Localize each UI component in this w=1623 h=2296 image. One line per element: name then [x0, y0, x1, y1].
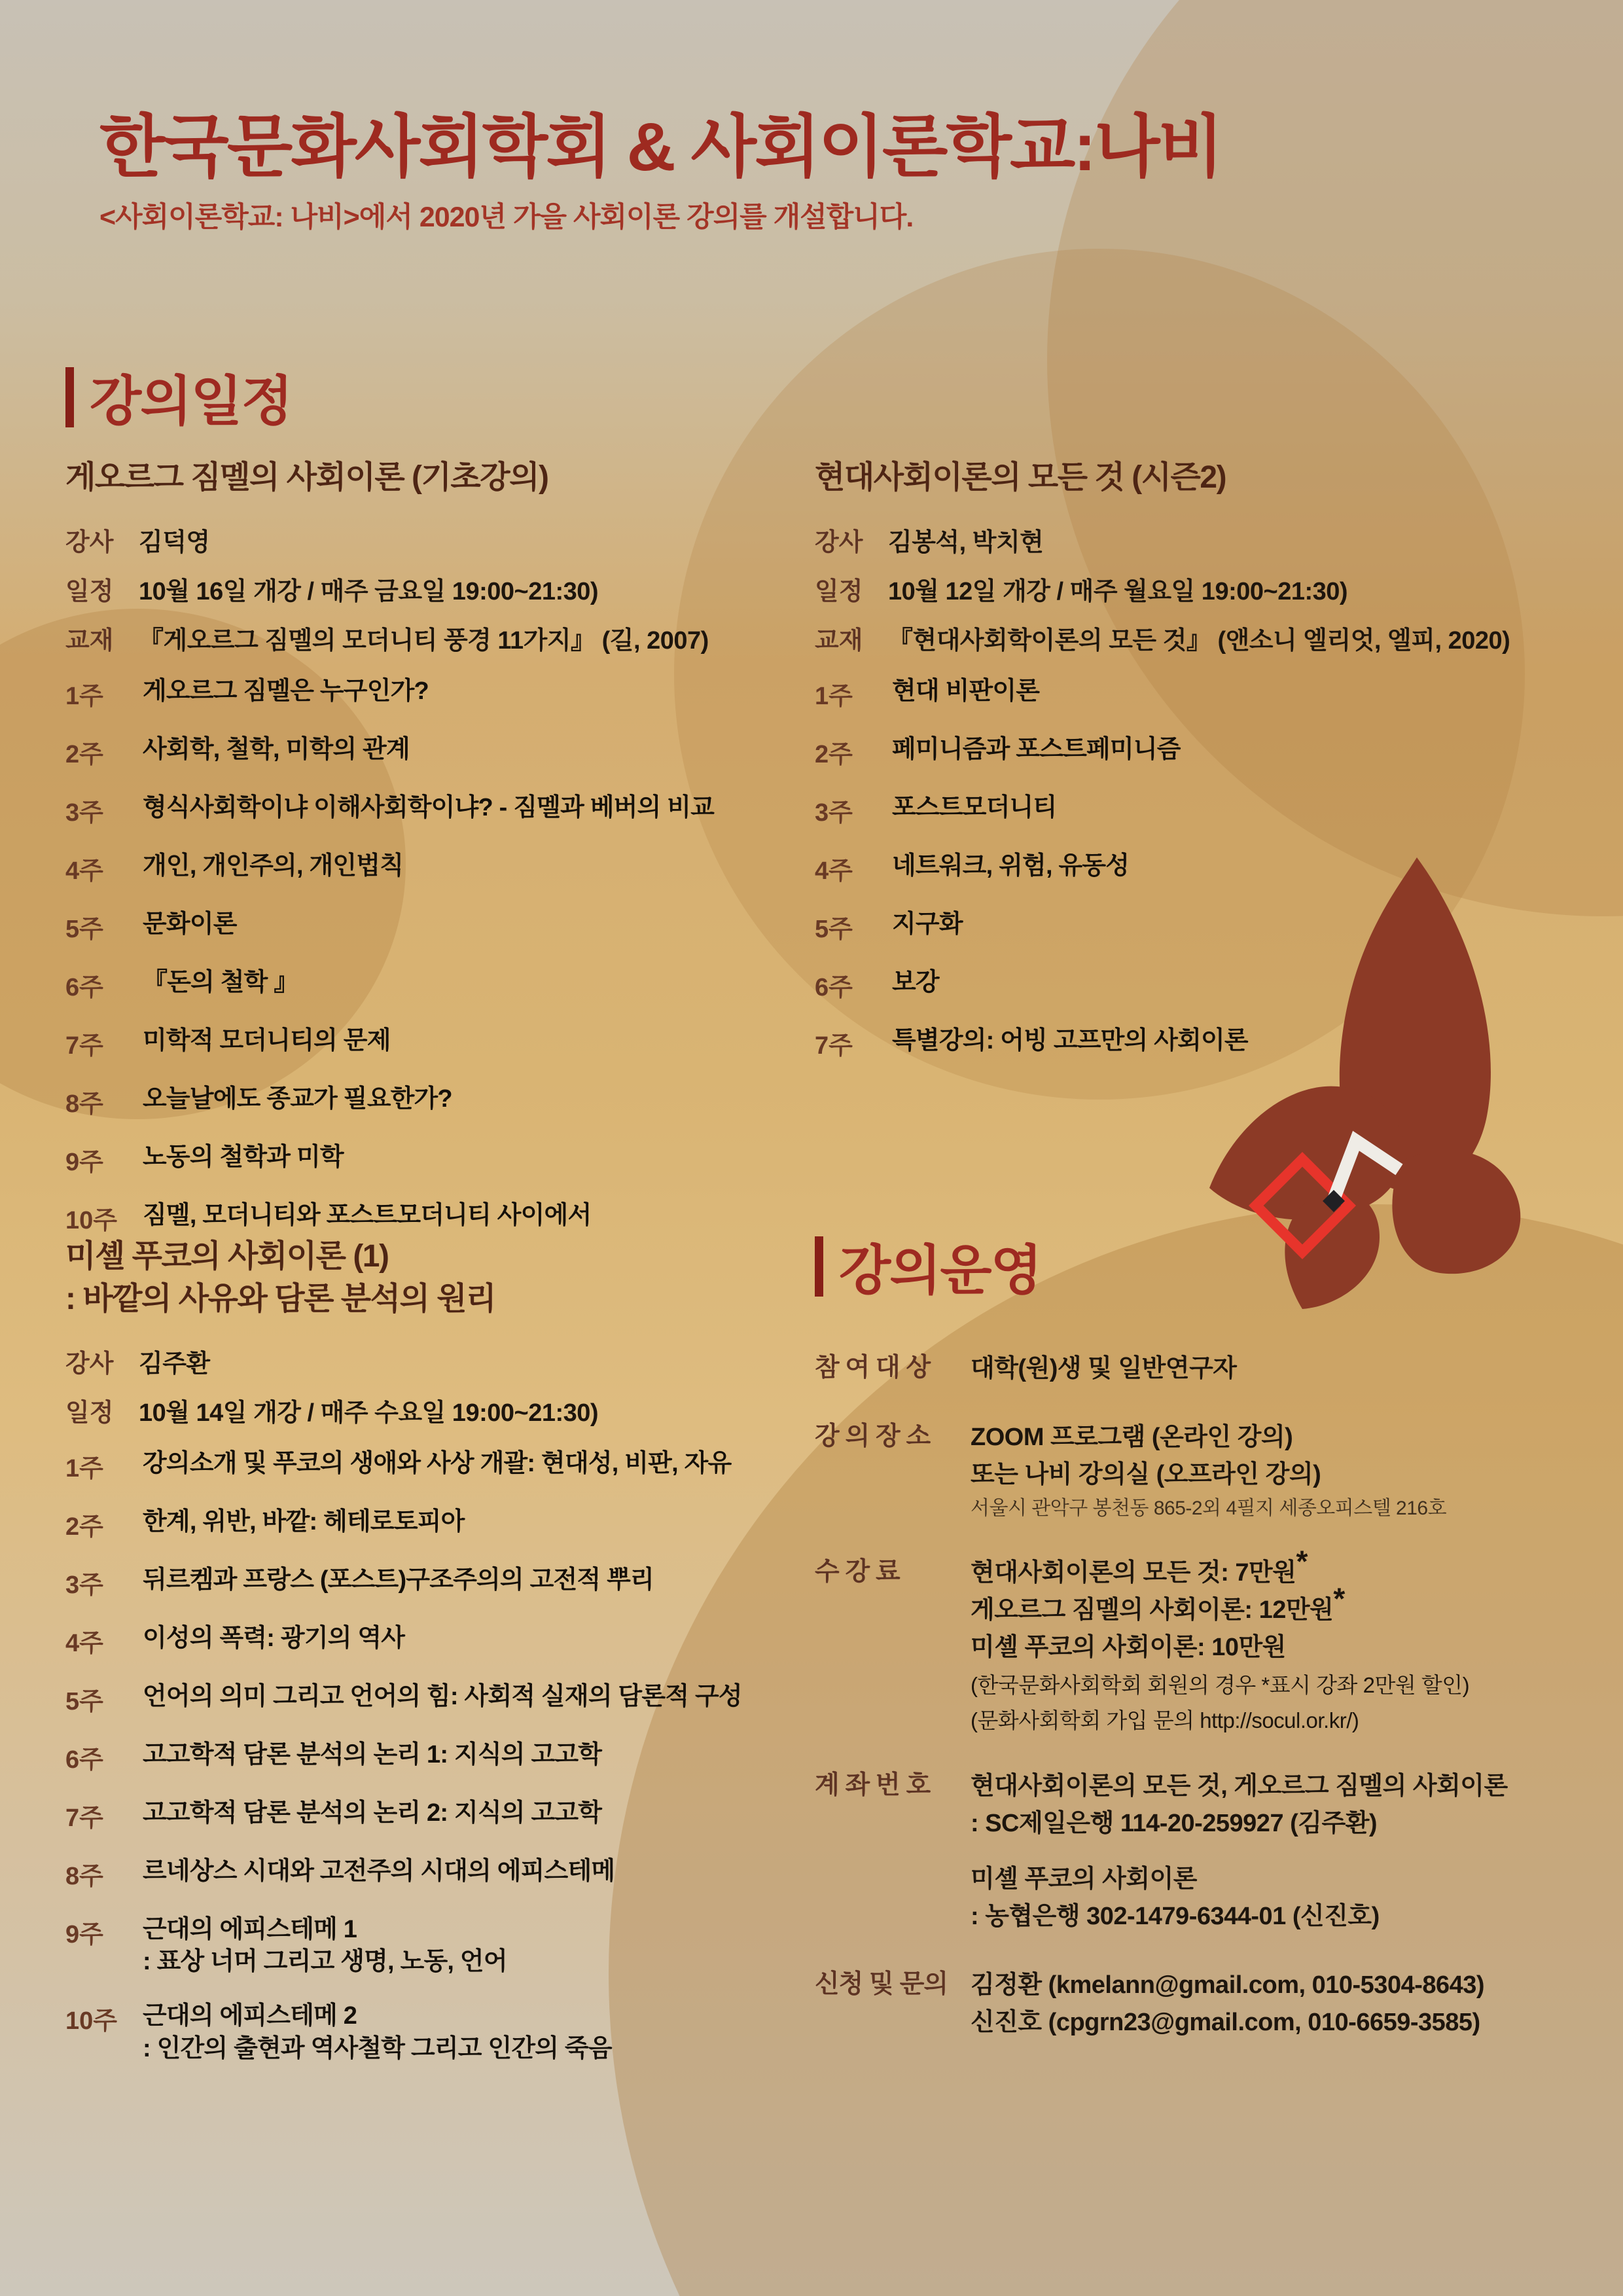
week-topic: 문화이론: [143, 910, 237, 938]
info-value: [888, 620, 1510, 656]
week-topic: 고고학적 담론 분석의 논리 1: 지식의 고고학: [143, 1740, 602, 1768]
week-row: [815, 734, 1623, 770]
week-number: 9주: [65, 1148, 103, 1176]
week-topic-line1: 근대의 에피스테메 1: [143, 1915, 357, 1943]
title-block: [99, 110, 1222, 235]
course-foucault: [65, 1236, 812, 2087]
butterfly-icon: [1204, 848, 1531, 1319]
week-row: [65, 1739, 812, 1775]
week-number: 2주: [65, 740, 103, 768]
week-topic: 현대 비판이론: [892, 677, 1040, 705]
op-value: 또는 나비 강의실 (오프라인 강의): [971, 1461, 1321, 1488]
venue-address: 서울시 관악구 봉천동 865-2외 4필지 세종오피스텔 216호: [971, 1498, 1447, 1519]
week-number: 6주: [815, 973, 853, 1001]
week-row: [65, 1797, 812, 1833]
fee-text: 현대사회이론의 모든 것: 7만원: [971, 1559, 1296, 1587]
week-topic: 한계, 위반, 바깥: 헤테로토피아: [143, 1507, 465, 1535]
info-label: 교재: [815, 626, 863, 655]
fee-line: 미셸 푸코의 사회이론: 10만원: [971, 1634, 1286, 1661]
week-number: 8주: [65, 1862, 103, 1890]
poster-title: 한국문화사회학회 & 사회이론학교:나비: [99, 109, 1222, 185]
week-row: [65, 792, 812, 828]
week-number: 5주: [65, 915, 103, 943]
op-label: 신청 및 문의: [815, 1970, 948, 1998]
week-row: [65, 1083, 812, 1119]
discount-asterisk: *: [1296, 1544, 1308, 1579]
week-number: 3주: [815, 798, 853, 827]
week-topic: [143, 1914, 507, 1979]
week-number: 7주: [65, 1804, 103, 1832]
week-row: [65, 2000, 812, 2065]
week-row: [65, 675, 812, 711]
info-label: 강사: [815, 528, 863, 556]
week-topic: 미학적 모더니티의 문제: [143, 1026, 391, 1054]
section-title: 강의운영: [839, 1241, 1041, 1300]
week-number: 9주: [65, 1920, 103, 1948]
week-row: [65, 1025, 812, 1061]
op-row-fees: [815, 1544, 1623, 1736]
week-number: 7주: [65, 1031, 103, 1060]
course-title-line2: : 바깥의 사유와 담론 분석의 원리: [65, 1281, 495, 1316]
info-label: 일정: [65, 577, 114, 605]
textbook-publisher: (앤소니 엘리엇, 엘피, 2020): [1211, 626, 1510, 655]
info-row-schedule: [815, 571, 1623, 607]
week-number: 5주: [815, 915, 853, 943]
week-number: 6주: [65, 1746, 103, 1774]
week-topic: 개인, 개인주의, 개인법칙: [143, 852, 404, 880]
week-number: 4주: [815, 857, 853, 885]
textbook-title: 『현대사회학이론의 모든 것』: [888, 626, 1211, 655]
fee-line: [971, 1581, 1623, 1629]
section-operation: [815, 1228, 1623, 2073]
info-row-instructor: [65, 522, 812, 558]
info-row-schedule: [65, 1392, 812, 1428]
section-title: 강의일정: [90, 372, 292, 431]
week-topic: 네트워크, 위험, 유동성: [892, 852, 1130, 880]
week-number: 6주: [65, 973, 103, 1001]
week-number: 2주: [65, 1513, 103, 1541]
week-topic: 『돈의 철학 』: [143, 968, 298, 996]
info-value: 김주환: [139, 1350, 210, 1378]
week-row: [65, 1141, 812, 1177]
account-line: 현대사회이론의 모든 것, 게오르그 짐멜의 사회이론: [971, 1772, 1508, 1800]
info-label: 일정: [815, 577, 863, 605]
week-row: [65, 1200, 812, 1236]
week-number: 10주: [65, 1206, 117, 1234]
week-topic: 게오르그 짐멜은 누구인가?: [143, 677, 429, 705]
week-row: [65, 1448, 812, 1484]
week-row: [65, 1914, 812, 1979]
account-line: : SC제일은행 114-20-259927 (김주환): [971, 1810, 1378, 1837]
week-number: 1주: [815, 682, 853, 710]
account-line: : 농협은행 302-1479-6344-01 (신진호): [971, 1903, 1380, 1930]
poster-subtitle: <사회이론학교: 나비>에서 2020년 가을 사회이론 강의를 개설합니다.: [99, 202, 914, 234]
course-title: 게오르그 짐멜의 사회이론 (기초강의): [65, 460, 548, 495]
week-row: [65, 734, 812, 770]
course-simmel: [65, 457, 812, 1258]
info-label: 강사: [65, 1350, 114, 1378]
week-list: [65, 675, 812, 1236]
week-topic: 언어의 의미 그리고 언어의 힘: 사회적 실재의 담론적 구성: [143, 1682, 742, 1710]
contact-line: 김정환 (kmelann@gmail.com, 010-5304-8643): [971, 1971, 1485, 1999]
info-label: 교재: [65, 626, 114, 655]
week-row: [65, 908, 812, 944]
info-value: 김봉석, 박치현: [888, 528, 1044, 556]
op-row-contact: [815, 1967, 1623, 2041]
butterfly-wing-lower-right: [1392, 1150, 1520, 1274]
week-number: 2주: [815, 740, 853, 768]
op-value: ZOOM 프로그램 (온라인 강의): [971, 1424, 1293, 1451]
info-label: 강사: [65, 528, 114, 556]
discount-asterisk: *: [1333, 1581, 1345, 1616]
week-row: [65, 1623, 812, 1659]
week-topic: 노동의 철학과 미학: [143, 1143, 344, 1171]
op-label: 참 여 대 상: [815, 1354, 931, 1382]
op-row-account: [815, 1768, 1623, 1935]
week-topic: 페미니즘과 포스트페미니즘: [892, 735, 1181, 763]
op-row-participants: [815, 1350, 1623, 1388]
textbook-title: 『게오르그 짐멜의 모더니티 풍경 11가지』: [139, 626, 596, 655]
week-topic: 보강: [892, 968, 939, 996]
week-row: [815, 675, 1623, 711]
course-title-line1: 미셸 푸코의 사회이론 (1): [65, 1239, 389, 1274]
week-topic-line2: : 인간의 출현과 역사철학 그리고 인간의 죽음: [143, 2034, 612, 2062]
week-topic: 뒤르켐과 프랑스 (포스트)구조주의의 고전적 뿌리: [143, 1566, 654, 1594]
week-number: 10주: [65, 2007, 117, 2036]
week-topic: 사회학, 철학, 미학의 관계: [143, 735, 410, 763]
week-number: 1주: [65, 1454, 103, 1482]
week-row: [65, 1506, 812, 1542]
fee-text: 게오르그 짐멜의 사회이론: 12만원: [971, 1596, 1334, 1624]
week-topic: 이성의 폭력: 광기의 역사: [143, 1624, 405, 1652]
section-bar: [65, 367, 74, 427]
week-topic: 포스트모더니티: [892, 793, 1057, 821]
week-topic: 강의소개 및 푸코의 생애와 사상 개괄: 현대성, 비판, 자유: [143, 1449, 732, 1477]
course-title: 현대사회이론의 모든 것 (시즌2): [815, 460, 1226, 495]
contact-line: 신진호 (cpgrn23@gmail.com, 010-6659-3585): [971, 2009, 1480, 2036]
info-value: 10월 14일 개강 / 매주 수요일 19:00~21:30): [139, 1399, 599, 1427]
info-row-textbook: [815, 620, 1623, 656]
week-topic: 르네상스 시대와 고전주의 시대의 에피스테메: [143, 1857, 615, 1885]
week-topic: 특별강의: 어빙 고프만의 사회이론: [892, 1026, 1248, 1054]
week-topic-line1: 근대의 에피스테메 2: [143, 2002, 357, 2030]
week-number: 5주: [65, 1687, 103, 1715]
week-topic: 짐멜, 모더니티와 포스트모더니티 사이에서: [143, 1201, 592, 1229]
week-row: [815, 792, 1623, 828]
op-label: 강 의 장 소: [815, 1422, 931, 1450]
info-row-schedule: [65, 571, 812, 607]
info-row-textbook: [65, 620, 812, 656]
week-topic: 형식사회학이냐 이해사회학이냐? - 짐멜과 베버의 비교: [143, 793, 715, 821]
fee-line: [971, 1544, 1623, 1592]
week-topic: 고고학적 담론 분석의 논리 2: 지식의 고고학: [143, 1799, 602, 1827]
week-number: 1주: [65, 682, 103, 710]
week-row: [65, 850, 812, 886]
week-topic: 오늘날에도 종교가 필요한가?: [143, 1085, 452, 1113]
week-row: [65, 1856, 812, 1892]
section-bar: [815, 1236, 823, 1297]
op-label: 계 좌 번 호: [815, 1771, 931, 1799]
section-header-schedule: [65, 359, 292, 435]
account-line: 미셸 푸코의 사회이론: [971, 1865, 1197, 1893]
op-label: 수 강 료: [815, 1558, 900, 1586]
week-number: 7주: [815, 1031, 853, 1060]
op-row-venue: [815, 1419, 1623, 1523]
week-row: [65, 1681, 812, 1717]
week-number: 4주: [65, 857, 103, 885]
week-number: 3주: [65, 1571, 103, 1599]
info-value: [139, 620, 709, 656]
week-list: [65, 1448, 812, 2066]
week-topic: [143, 2000, 612, 2065]
week-row: [65, 1564, 812, 1600]
info-row-instructor: [815, 522, 1623, 558]
week-number: 4주: [65, 1629, 103, 1657]
fee-note: (한국문화사회학회 회원의 경우 *표시 강좌 2만원 할인): [971, 1673, 1470, 1697]
textbook-publisher: (길, 2007): [595, 626, 709, 655]
week-number: 8주: [65, 1090, 103, 1118]
fee-note: (문화사회학회 가입 문의 http://socul.or.kr/): [971, 1708, 1359, 1732]
course-title: [65, 1236, 812, 1321]
op-value: 대학(원)생 및 일반연구자: [971, 1355, 1237, 1382]
info-value: 김덕영: [139, 528, 210, 556]
info-value: 10월 12일 개강 / 매주 월요일 19:00~21:30): [888, 577, 1348, 605]
week-row: [65, 967, 812, 1003]
info-value: 10월 16일 개강 / 매주 금요일 19:00~21:30): [139, 577, 599, 605]
week-number: 3주: [65, 798, 103, 827]
info-label: 일정: [65, 1399, 114, 1427]
week-topic: 지구화: [892, 910, 963, 938]
info-row-instructor: [65, 1343, 812, 1379]
week-topic-line2: : 표상 너머 그리고 생명, 노동, 언어: [143, 1947, 507, 1975]
